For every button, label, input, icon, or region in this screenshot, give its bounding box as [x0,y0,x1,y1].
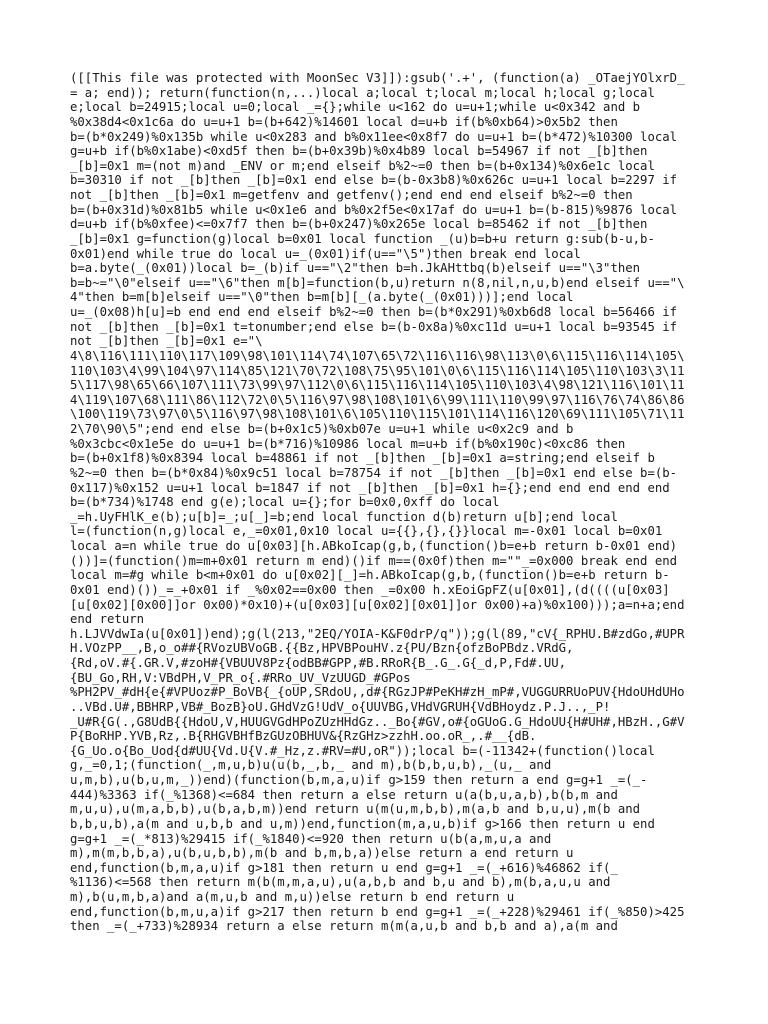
code-line: b,b,u,b),a(m and u,b,b and u,m))end,function(m,a,u,b)if g>166 then return u end [70,816,655,831]
code-line: b=30310 if not _[b]then _[b]=0x1 end else b=(b-0x3b8)%0x626c u=u+1 local b=2297 if [70,173,678,188]
code-line: d=u+b if(b%0xfee)<=0x7f7 then b=(b+0x247)%0x265e local b=85462 if not _[b]then [70,217,648,232]
code-line: \100\119\73\97\0\5\116\97\98\108\101\6\105\110\115\101\114\116\120\69\111\105\71\11 [70,407,685,422]
code-line: 4\8\116\111\110\117\109\98\101\114\74\107\65\72\116\116\98\113\0\6\115\116\114\105\ [70,348,685,363]
code-line: 110\103\4\99\104\97\114\85\121\70\72\108\75\95\101\0\6\115\116\114\105\110\103\3\11 [70,363,685,378]
code-line: g=g+1 _=(_*813)%29415 if(_%1840)<=920 then return u(b(a,m,u,a and [70,831,552,846]
code-line: [u[0x02][0x00]]or 0x00)*0x10)+(u[0x03][u[0x02][0x01]]or 0x00)+a)%0x100)));a=n+a;end [70,597,685,612]
code-line: _=h.UyFHlK_e(b);u[b]=_;u[_]=b;end local function d(b)return u[b];end local [70,509,618,524]
code-line: ())]=(function()m=m+0x01 return m end)()if m==(0x0f)then m=""_=0x000 break end end [70,553,678,568]
obfuscated-lua-code [70,71,710,934]
code-line: h.LJVVdwIa(u[0x01])end);g(l(213,"2EQ/YOIA-K&F0drP/q"));g(l(89,"cV{_RPHU.B#zdGo,#UPR [70,626,685,641]
code-line: {Rd,oV.#{.GR.V,#zoH#{VBUUV8Pz{odBB#GPP,#B.RRoR{B_.G_.G{_d,P,Fd#.UU, [70,656,567,670]
code-line: 444)%3363 if(_%1368)<=684 then return a else return u(a(b,u,a,b),b(b,m and [70,787,618,802]
code-line: H.VOzPP__,B,o_o##{RVozUBVoGB.{{Bz,HPVBPouHV.z{PU/Bzn{ofzBoPBdz.VRdG, [70,641,574,656]
code-line: local m=#g while b<m+0x01 do u[0x02][_]=h.ABkoIcap(g,b,(function()b=e+b return b- [70,568,670,583]
code-line: m),b(u,m,b,a)and a(m,u,b and m,u))else return b end return u [70,890,515,904]
code-line: 2\70\90\5";end end else b=(b+0x1c5)%0xb07e u=u+1 while u<0x2c9 and b [70,422,574,436]
code-line: %0x3cbc<0x1e5e do u=u+1 b=(b*716)%10986 local m=u+b if(b%0x190c)<0xc86 then [70,436,626,451]
code-line: m),m(m,b,b,a),u(b,u,b,b),m(b and b,m,b,a))else return a end return u [70,846,574,861]
code-line: end return [70,612,145,627]
code-line: {BU_Go,RH,V:VBdPH,V_PR_o{.#RRo_UV_VzUUGD_#GPos [70,670,411,685]
code-line: ([[This file was protected with MoonSec V3]]):gsub('.+', (function(a) _OTaejYOlxrD_ [70,71,685,85]
code-line: b=b~="\0"elseif u=="\6"then m[b]=function(b,u)return n(8,nil,n,u,b)end elseif u=="\ [70,275,685,290]
code-line: not _[b]then _[b]=0x1 e="\ [70,334,263,349]
code-line: %0x38d4<0x1c6a do u=u+1 b=(b+642)%14601 local d=u+b if(b%0xb64)>0x5b2 then [70,114,618,129]
code-line: 0x117)%0x152 u=u+1 local b=1847 if not _[b]then _[b]=0x1 h={};end end end end end [70,480,670,495]
code-line: u=_(0x08)h[u]=b end end end elseif b%2~=0 then b=(b*0x291)%0xb6d8 local b=56466 if [70,305,678,319]
code-line: ..VBd.U#,BBHRP,VB#_BozB}oU.GHdVzG!UdV_o{UUVBG,VHdVGRUH{VdBHoydz.P.J..,_P! [70,699,611,714]
code-line: local a=n while true do u[0x03][h.ABkoIcap(g,b,(function()b=e+b return b-0x01 end) [70,539,678,553]
code-line: %PH2PV_#dH{e{#VPUoz#P_BoVB{_{oUP,SRdoU,,d#{RGzJP#PeKH#zH_mP#,VUGGURRUoPUV{HdoUHdUHo [70,685,685,700]
code-line: not _[b]then _[b]=0x1 t=tonumber;end else b=(b-0x8a)%0xc11d u=u+1 local b=93545 if [70,319,678,334]
code-line: {G_Uo.o{Bo_Uod{d#UU{Vd.U{V.#_Hz,z.#RV=#U,oR"));local b=(-11342+(function()local [70,743,655,758]
code-line: then _=(_+733)%28934 return a else return m(m(a,u,b and b,b and a),a(m and [70,919,618,934]
code-line: _[b]=0x1 m=(not m)and _ENV or m;end elseif b%2~=0 then b=(b+0x134)%0x6e1c local [70,158,655,173]
code-line: e;local b=24915;local u=0;local _={};while u<162 do u=u+1;while u<0x342 and b [70,100,641,115]
code-line: 4\119\107\68\111\86\112\72\0\5\116\97\98\108\101\6\99\111\110\99\97\116\76\74\86\86 [70,392,685,407]
code-line: 0x01)end while true do local u=_(0x01)if(u=="\5")then break end local [70,246,581,261]
code-line: g,_=0,1;(function(_,m,u,b)u(u(b,_,b,_ and m),b(b,b,u,b),_(u,_ and [70,758,552,773]
code-line: u,m,b),u(b,u,m,_))end)(function(b,m,a,u)if g>159 then return a end g=g+1 _=(_- [70,773,648,787]
code-line: %1136)<=568 then return m(b(m,m,a,u),u(a,b,b and b,u and b),m(b,a,u,u and [70,875,611,890]
code-line: b=(b*734)%1748 end g(e);local u={};for b=0x0,0xff do local [70,495,500,510]
code-line: l=(function(n,g)local e,_=0x01,0x10 local u={{},{},{}}local m=-0x01 local b=0x01 [70,524,663,539]
code-line: P{BoRHP.YVB,Rz,.B{RHGVBHfBzGUzOBHUV&{RzGHz>zzhH.oo.oR_,.#__{dB. [70,729,537,744]
code-line: = a; end)); return(function(n,...)local a;local t;local m;local h;local g;local [70,85,655,100]
code-line: b=(b*0x249)%0x135b while u<0x283 and b%0x11ee<0x8f7 do u=u+1 b=(b*472)%10300 local [70,129,678,144]
code-line: not _[b]then _[b]=0x1 m=getfenv and getfenv();end end end elseif b%2~=0 then [70,188,633,202]
code-line: m,u,u),u(m,a,b,b),u(b,a,b,m))end return u(m(u,m,b,b),m(a,b and b,u,u),m(b and [70,802,641,817]
code-line: end,function(b,m,a,u)if g>181 then return u end g=g+1 _=(_+616)%46862 if(_ [70,860,618,875]
code-line: _U#R{G(.,G8UdB{{HdoU,V,HUUGVGdHPoZUzHHdGz.._Bo{#GV,o#{oGUoG.G_HdoUU{H#UH#,HBzH.,G#V [70,714,685,729]
code-line: b=a.byte(_(0x01))local b=_(b)if u=="\2"then b=h.JkAHttbq(b)elseif u=="\3"then [70,261,641,276]
code-line: b=(b+0x31d)%0x81b5 while u<0x1e6 and b%0x2f5e<0x17af do u=u+1 b=(b-815)%9876 local [70,202,678,217]
code-line: 4"then b=m[b]elseif u=="\0"then b=m[b][_(a.byte(_(0x01)))];end local [70,290,574,305]
code-line: _[b]=0x1 g=function(g)local b=0x01 local function _(u)b=b+u return g:sub(b-u,b- [70,231,655,246]
code-line: end,function(b,m,u,a)if g>217 then return b end g=g+1 _=(_+228)%29461 if(_%850)>425 [70,904,685,919]
code-line: 0x01 end)())_=_+0x01 if _%0x02==0x00 then _=0x00 h.xEoiGpFZ(u[0x01],(d((((u[0x03] [70,582,670,597]
code-line: 5\117\98\65\66\107\111\73\99\97\112\0\6\115\116\114\105\110\103\4\98\121\116\101\11 [70,378,685,393]
code-line: g=u+b if(b%0x1abe)<0xd5f then b=(b+0x39b)%0x4b89 local b=54967 if not _[b]then [70,144,648,159]
code-line: %2~=0 then b=(b*0x84)%0x9c51 local b=78754 if not _[b]then _[b]=0x1 end else b=(b- [70,465,678,480]
code-line: b=(b+0x1f8)%0x8394 local b=48861 if not _[b]then _[b]=0x1 a=string;end elseif b [70,451,655,466]
